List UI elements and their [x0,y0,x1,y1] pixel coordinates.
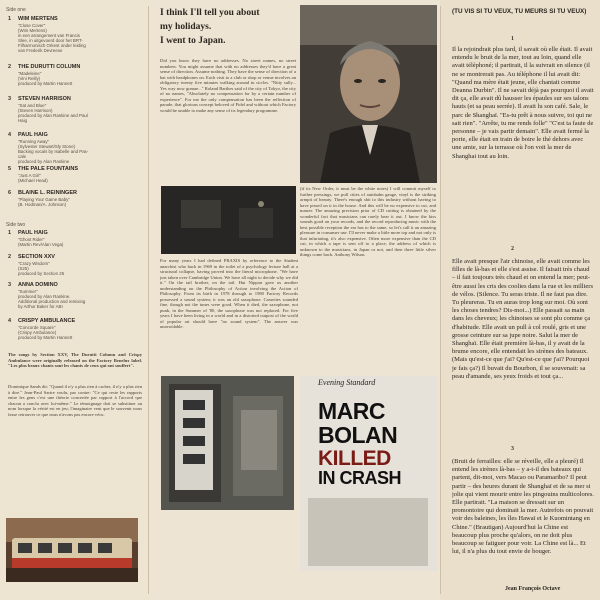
track-artist: BLAINE L. REININGER [18,190,77,196]
track-number: 3 [8,96,12,102]
track-detail: "Summer" produced by Alan Rankine. Additional production and remixing by Arthur Baker for ABI [18,289,86,309]
essay-paragraph: (if its New Order, it must be the white notes) I will commit myself to further pressings, we pull cities of autobahn gauge, vinyl is the striking armpit of beauty. There's enough shit to this industry without having to have pissed on it in the house. And this will be no expensive to cut, and master. The amazing precision prior of CD cutting is obtained by the wonderful fact that musicians can rarely hear it out. I know the kiss sounds good on your records, and the record reproducing music with the best possible reception the ear has to the same, so let's call it an amazing pleasure in consumer use. I'll never make a little more top and not only is that infuriating, it's also expensive. Often more expensive than the CD cut, in which a tape is sent off to a place, the address of which is unknown to the musicians, in Japan or not, and then three little silver things come back. Anthony Wilson. [300,186,436,257]
night-scene [161,186,296,254]
track-detail: "Crazy Wisdom" (S25) produced by Section 25 [18,261,65,276]
track-detail: "Just A Girl" (Michael Head) [18,173,48,183]
track-number: 3 [8,282,12,288]
portrait-illustration [300,5,437,183]
portrait-photo [300,5,437,183]
newspaper-masthead: Evening Standard [318,378,376,387]
track-artist: SECTION XXV [18,254,55,260]
column-divider [148,6,149,594]
newspaper-headline: IN CRASH [318,468,402,488]
street-sign-scene [161,376,294,510]
track-artist: THE PALE FOUNTAINS [18,166,78,172]
train-illustration [6,518,138,582]
track-artist: PAUL HAIG [18,230,48,236]
track-number: 1 [8,230,12,236]
section-number: 2 [511,246,514,252]
neon-sign-photo [161,376,294,510]
dark-photo [161,186,296,254]
track-number: 4 [8,318,12,324]
author-signature: Jean François Octave [505,586,561,592]
track-number: 5 [8,166,12,172]
track-detail: "Running Away" (Sylvester Stewart/Sly Stone) Backing vocals by Isabelle and Pas- cale produced by Alan Rankine [18,139,89,164]
essay-heading: I went to Japan. [160,36,226,46]
section-number: 1 [511,36,514,42]
track-detail: "Ghost Rider" (Martin Rev/Alan Vega) [18,237,64,247]
train-photo [6,518,138,582]
track-artist: WIM MERTENS [18,16,58,22]
newspaper-headline: MARC [318,398,385,424]
essay-paragraph: For many years I had defined PRAXIS by reference to the Student anarchist who back in 1969 in the toilet of a psychology lecture hall at a structural collapse, having proved into the literal microphone. "We have just taken over Cambridge Union. We have all night to decide why we did it." On the tail brother, on the tail. Hui Nippon gave us another understanding on the Philosophy of Action involving the Action of Philosophy. From its birth in 1978 through to 1980 Factory Records possessed a sound system; it was an old saxophone. Cassettes sounded fine, though not the tunes were good. When it died, the saxophone, not punk, in the Summer of '80, the saxophone was not replaced. For five years I have been living in a world and in a distorted outpost of the world of popular art should have "no sound system". The answer was unavoidable. [160,258,298,329]
essay-heading: my holidays. [160,22,212,32]
french-heading: (TU VIS SI TU VEUX, TU MEURS SI TU VEUX) [452,8,587,15]
track-number: 1 [8,16,12,22]
track-artist: ANNA DOMINO [18,282,58,288]
track-artist: PAUL HAIG [18,132,48,138]
side-two-label: Side two [6,222,26,228]
track-artist: THE DURUTTI COLUMN [18,64,81,70]
track-number: 2 [8,64,12,70]
newspaper-headline: KILLED [318,447,391,470]
french-paragraph: Elle avait presque l'air chinoise, elle avait comme les filles de là-bas et elle s'est assise. Il faisait très chaud – il fait toujours très chaud et on entend la mer; peut-être aussi les cris des coolies dans la rue et les milliers de vélos. (Silence. Tu seras triste. Il ne faut pas dire. Tu pleureras. Tu en auras trop long sur moi. Où sont les choses tendres? Dis-moi...) Elle passait sa main dans les cheveux; les chinoises se sont plu comme ça d'habitude. Elle avait un pull à col roulé, gris et une grosse ceinture sur sa jupe noire. Salut la mer de Shanghaï. Elle était première là-bas, il y avait de la brume encore, elle entendait les sirènes des bateaux. (Mais qu'est-ce que j'ai? Qu'est-ce que j'ai? Pourquoi je fais ça?) Il buvait du Bourbon, il se souvenait: sa peau d'amande, ses yeux froids et tout ça... [452,258,593,380]
track-artist: STEVEN HARRISON [18,96,71,102]
track-detail: "Concorde Square" (Crispy Ambulance) produced by Martin Hannett [18,325,73,340]
quote-paragraph: Dominique Sands dit: "Quand il n'y a plus rien à cacher, il n'y a plus rien à dire." Jean-Paul Sartre voulu, par contre: "Ce qui reste les rapports entre les gens c'est une théorie concertée par rapport à l'accord que chacun a conclu avec lui-même." Le témoignage doit se substituer au nom lorsque la vérité est en jeu; l'imaginaire veut que le souvenir nous fasse retrouver ce que nous n'avons pas encore vécu. [8,384,142,417]
track-number: 4 [8,132,12,138]
track-detail: "Close Cover" (Wim Mertens) in een arrangement van Francis Slee, in uitgevoerd door het BRT- Filharmonisch Orkest onder leiding van Frederik Devreese [18,23,86,53]
side-one-label: Side one [6,7,26,13]
track-artist: CRISPY AMBULANCE [18,318,76,324]
french-paragraph: Il la rejoindrait plus tard, il savait où elle était. Il avait entendu le bruit de la mer, tout au loin, quand elle avait téléphoné; il partirait, il la suivrait en silence (il ne se montrerait pas. Au téléphone il lui avait dit: "Quand ma mère était jeune, elle chantait comme Deanna Durbin". Il ne savait déjà pas pourquoi il avait dit ça, elle avait dû hausser les épaules sur ses talons hauts (et sa peau serrée). Il avait lu son café. Sale, le parc de Shanghaï. "Es-tu prêt à nous suivre, toi qui ne sait rien". "Arrête, tu me rends folle" "C'est ta faute de personne – je vais partir demain". Elle avait fermé la porte, elle était en train de boire le thé dehors avec une amie, sur la terrasse où l'on voit la mer de Shanghai tout au loin. [452,46,594,160]
essay-heading: I think I'll tell you about [160,8,260,18]
sleeve-note: The songs by Section XXV, The Durutti Column and Crispy Ambulance were originally released on the Factory Benelux label. "Les plus beaux chants sont les chants de ceux qui ont souffert". [8,352,142,368]
column-divider [440,6,441,594]
track-detail: "Sat and Blue" (Steven Harrison) produced by Alan Rankine and Paul Haig [18,103,88,123]
essay-paragraph: Did you know they have no addresses. No street names, no street numbers. You might assume that with no addresses they'd have a great sense of direction. Assume nothing. They have the sense of direction of a bat with headphones on. Each visit to a club or shop or venue involves an obligatory twenty five minutes walking around in circles. "Nitty sully... Yes way now gomae..." Roland Barthes said of the city of Tokyo, the city of no names, "Absolutely no compensation for by a certain number of experience". For me the only compensation has been the reflection of parade, that glorious concept beloved of Fidel and without which Factory would be unable to make any sense of its legendary programme. [160,58,296,113]
newspaper-headline: BOLAN [318,422,398,448]
section-number: 3 [511,446,514,452]
track-number: 2 [8,254,12,260]
track-detail: "Playing Your Game Baby" (B. Hodman/A. Johnson) [18,197,70,207]
track-number: 6 [8,190,12,196]
track-detail: "Madeleine" (Vini Reilly) produced by Martin Hannett [18,71,73,86]
french-paragraph: (Bruit de ferrailles: elle se réveille, elle a pleuré) Il entend les sirènes là-bas – y a-t-il des bateaux qui partent, dit-moi, vers Macao ou Paramaribo? Il peut partir – des heures durant de Shanghaï et de sa mer si jolie qui vient mourir entre les pingouins multicolores. Elle partirait. "La maison se dressait sur un promontoire qui dominait la mer. Autrefois on pouvait voir des baleines, les îles Hawaï et le Kuomintang en Chine." (Brautigan) Aujourd'hui la Chine est beaucoup plus proche qu'alors, on ne doit plus beaucoup se fatiguer pour voir. La Chine est là... Et lui, il n'a plus du tout envie de bouger. [452,458,594,556]
